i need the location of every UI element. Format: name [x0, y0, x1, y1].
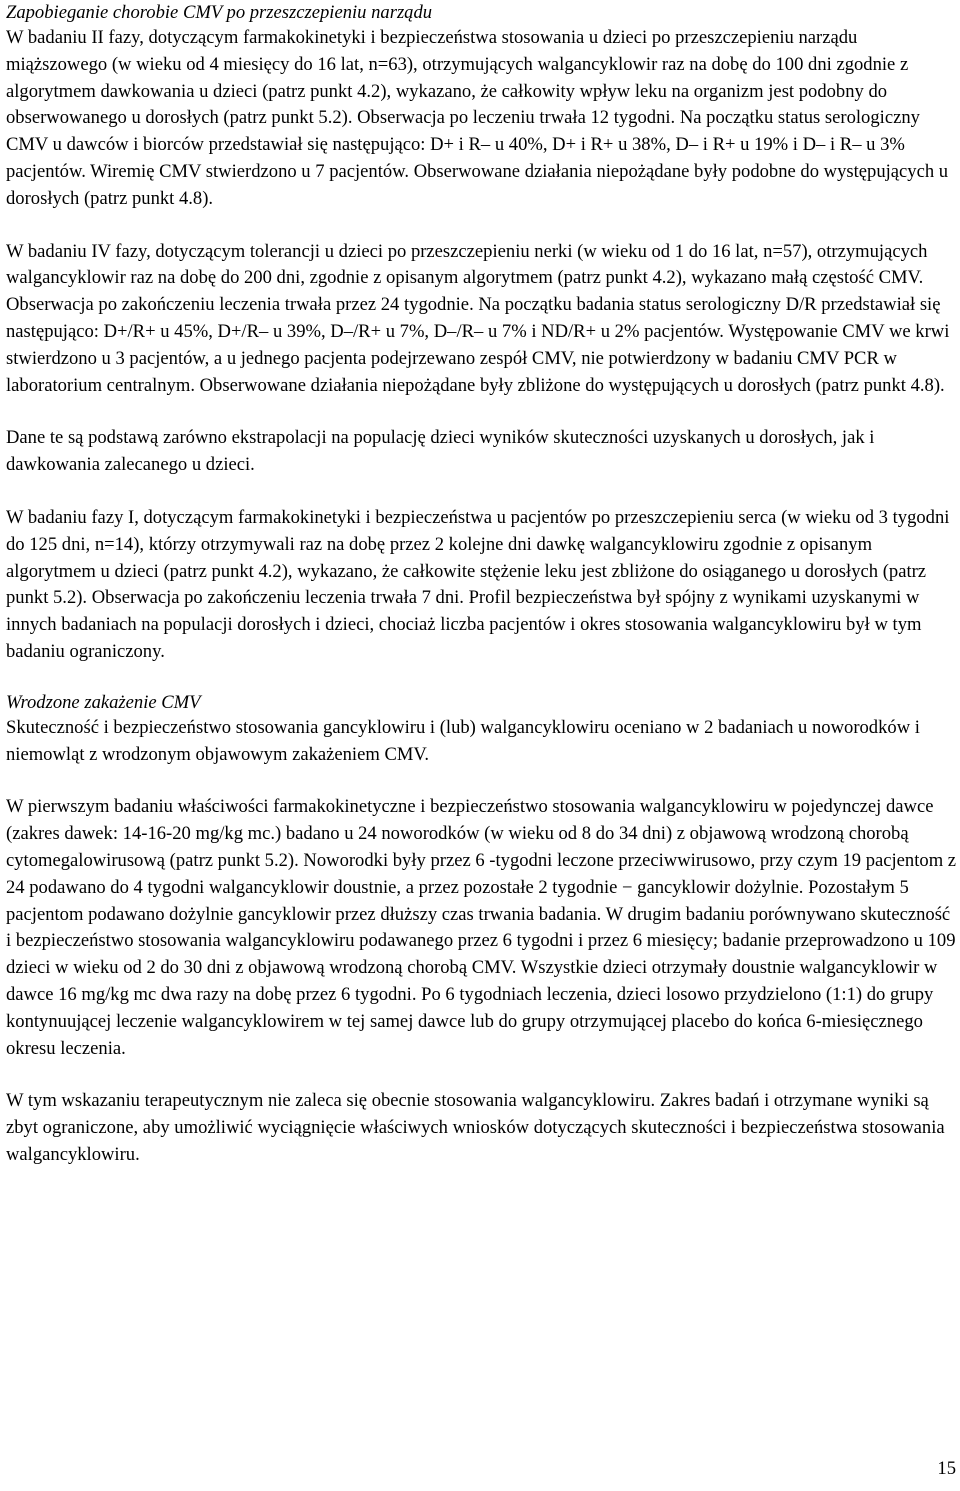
paragraph-phase1-heart: W badaniu fazy I, dotyczącym farmakokinetyki i bezpieczeństwa u pacjentów po przeszczepieniu serca (w wieku od 3 tygodni do 125 dni, n=14), którzy otrzymywali raz na dobę przez 2 kolejne dni dawkę walgancyklowiru zgodnie z opisanym algorytmem u dzieci (patrz punkt 4.2), wykazano, że całkowite stężenie leku jest zbliżone do osiąganego u dorosłych (patrz punkt 5.2). Obserwacja po zakończeniu leczenia trwała 7 dni. Profil bezpieczeństwa był spójny z wynikami uzyskanymi w innych badaniach na populacji dorosłych i dzieci, chociaż liczba pacjentów i okres stosowania walgancyklowiru był w tym badaniu ograniczony. [6, 506, 950, 662]
paragraph-first-study: W pierwszym badaniu właściwości farmakokinetyczne i bezpieczeństwo stosowania walgancyklowiru w pojedynczej dawce (zakres dawek: 14-16-20 mg/kg mc.) badano u 24 noworodków (w wieku od 8 do 34 dni) z objawową wrodzoną chorobą cytomegalowirusową (patrz punkt 5.2). Noworodki były przez 6 -tygodni leczone przeciwwirusowo, przy czym 19 pacjentom z 24 podawano do 4 tygodni walgancyklowir doustnie, a przez pozostałe 2 tygodnie − gancyklowir dożylnie. Pozostałym 5 pacjentom podawano dożylnie gancyklowir przez dłuższy czas trwania badania. W drugim badaniu porównywano skuteczność i bezpieczeństwo stosowania walgancyklowiru podawanego przez 6 tygodni i przez 6 miesięcy; badanie przeprowadzono u 109 dzieci w wieku od 2 do 30 dni z objawową wrodzoną chorobą CMV. Wszystkie dzieci otrzymały doustnie walgancyklowir w dawce 16 mg/kg mc dwa razy na dobę przez 6 tygodni. Po 6 tygodniach leczenia, dzieci losowo przydzielono (1:1) do grupy kontynuującej leczenie walgancyklowirem w tej samej dawce lub do grupy otrzymującej placebo do końca 6-miesięcznego okresu leczenia. [6, 796, 957, 1059]
section-heading-prevention: Zapobieganie chorobie CMV po przeszczepieniu narządu [6, 2, 433, 23]
paragraph-phase2-study: W badaniu II fazy, dotyczącym farmakokinetyki i bezpieczeństwa stosowania u dzieci po przeszczepieniu narządu miąższowego (w wieku od 4 miesięcy do 16 lat, n=63), otrzymujących walgancyklowir raz na dobę do 100 dni zgodnie z algorytmem dawkowania u dzieci (patrz punkt 4.2), wykazano, że całkowity wpływ leku na organizm jest podobny do obserwowanego u dorosłych (patrz punkt 5.2). Obserwacja po leczeniu trwała 12 tygodni. Na początku status serologiczny CMV u dawców i biorców przedstawiał się następująco: D+ i R– u 40%, D+ i R+ u 38%, D– i R+ u 19% i D– i R– u 3% pacjentów. Wiremię CMV stwierdzono u 7 pacjentów. Obserwowane działania niepożądane były podobne do występujących u dorosłych (patrz punkt 4.8). [6, 27, 949, 209]
paragraph-gap [6, 768, 958, 794]
paragraph-phase4-study: W badaniu IV fazy, dotyczącym tolerancji u dzieci po przeszczepieniu nerki (w wieku od 1 do 16 lat, n=57), otrzymujących walgancyklowir raz na dobę do 200 dni, zgodnie z opisanym algorytmem (patrz punkt 4.2), wykazano małą częstość CMV. Obserwacja po zakończeniu leczenia trwała przez 24 tygodnie. Na początku badania status serologiczny D/R przedstawiał się następująco: D+/R+ u 45%, D+/R– u 39%, D–/R+ u 7%, D–/R– u 7% i ND/R+ u 2% pacjentów. Występowanie CMV we krwi stwierdzono u 3 pacjentów, a u jednego pacjenta podejrzewano zespół CMV, nie potwierdzony w badaniu CMV PCR w laboratorium centralnym. Obserwowane działania niepożądane były zbliżone do występujących u dorosłych (patrz punkt 4.8). [6, 240, 950, 396]
paragraph-congenital-intro: Skuteczność i bezpieczeństwo stosowania gancyklowiru i (lub) walgancyklowiru oceniano w 2 badaniach u noworodków i niemowląt z wrodzonym objawowym zakażeniem CMV. [6, 716, 920, 765]
paragraph-extrapolation: Dane te są podstawą zarówno ekstrapolacji na populację dzieci wyników skuteczności uzyskanych u dorosłych, jak i dawkowania zalecanego u dzieci. [6, 427, 875, 476]
paragraph-gap [6, 399, 958, 425]
paragraph-gap [6, 213, 958, 239]
section-heading-congenital: Wrodzone zakażenie CMV [6, 691, 201, 713]
paragraph-indication-note: W tym wskazaniu terapeutycznym nie zaleca się obecnie stosowania walgancyklowiru. Zakres badań i otrzymane wyniki są zbyt ograniczone, aby umożliwić wyciągnięcie właściwych wniosków dotyczących skuteczności i bezpieczeństwa stosowania walgancyklowiru. [6, 1090, 945, 1165]
paragraph-gap [6, 479, 958, 505]
paragraph-gap [6, 666, 958, 690]
paragraph-gap [6, 1062, 958, 1088]
page-number: 15 [937, 1458, 956, 1479]
document-page [6, 0, 958, 1169]
